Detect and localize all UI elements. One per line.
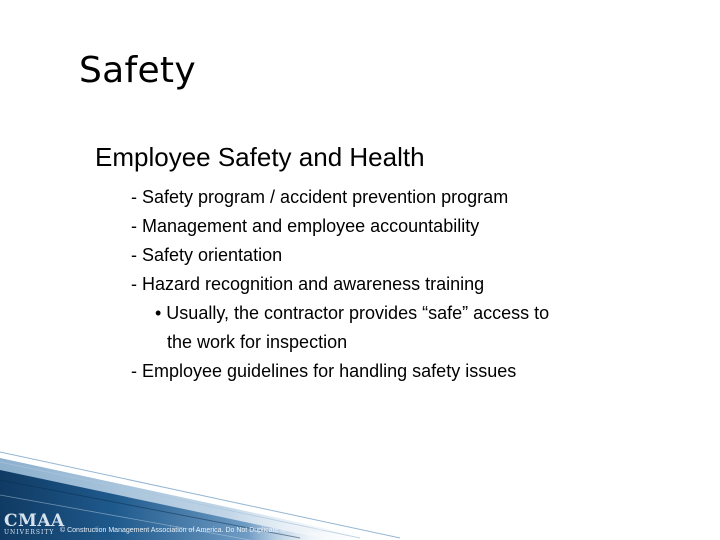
copyright-notice: © Construction Management Association of America. Do Not Duplicate or Reproduce. [60, 527, 325, 534]
sub-bullet-continuation: the work for inspection [167, 332, 348, 352]
cmaa-logo-subtitle: UNIVERSITY [4, 529, 55, 536]
sub-bullet-item: • Usually, the contractor provides “safe” access to [155, 303, 550, 323]
bullet-item: - Employee guidelines for handling safety issues [131, 361, 517, 381]
bullet-item: - Management and employee accountability [131, 216, 480, 236]
bullet-item: - Safety program / accident prevention program [131, 187, 509, 207]
cmaa-logo: CMAA [4, 511, 65, 531]
bullet-item: - Hazard recognition and awareness training [131, 274, 485, 294]
bullet-item: - Safety orientation [131, 245, 283, 265]
bullet-list [131, 183, 549, 386]
footer-swoosh-graphic [0, 440, 720, 540]
slide-subtitle: Employee Safety and Health [95, 142, 425, 172]
slide-title: Safety [79, 50, 196, 91]
